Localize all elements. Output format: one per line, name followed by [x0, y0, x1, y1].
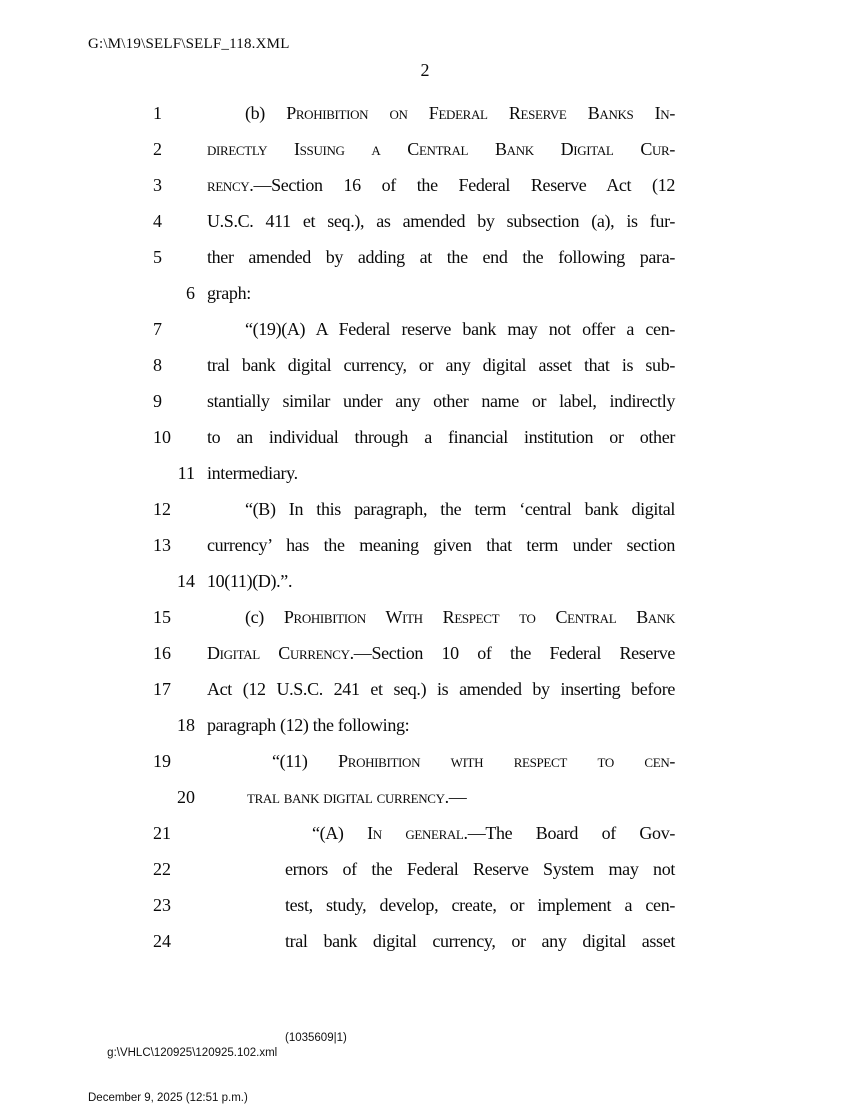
text-segment: U.S.C. 411 et seq.), as amended by subsection (a), is fur- — [207, 211, 675, 231]
line-text — [207, 815, 675, 851]
line-text — [207, 599, 675, 635]
line-text — [207, 455, 675, 491]
text-segment: intermediary. — [207, 463, 298, 483]
text-line — [186, 275, 675, 311]
small-caps-segment: Prohibition on Federal Reserve Banks In- — [286, 103, 675, 123]
footer-stamp: (1035609|1) — [285, 1032, 347, 1044]
line-number: 4 — [153, 211, 162, 231]
line-text — [207, 275, 675, 311]
line-number: 12 — [153, 499, 171, 519]
small-caps-segment: tral bank digital currency.— — [247, 787, 467, 807]
line-text — [207, 383, 675, 419]
text-line — [153, 671, 675, 707]
text-line — [153, 851, 675, 887]
line-text — [207, 635, 675, 671]
line-text — [207, 887, 675, 923]
line-text — [207, 779, 675, 815]
line-text — [207, 743, 675, 779]
header-file-path: G:\M\19\SELF\SELF_118.XML — [88, 36, 290, 52]
line-text — [207, 527, 675, 563]
line-text — [207, 563, 675, 599]
line-number: 9 — [153, 391, 162, 411]
footer-file-path: g:\VHLC\120925\120925.102.xml — [107, 1047, 278, 1059]
text-line — [153, 167, 675, 203]
footer — [88, 1031, 347, 1106]
line-number: 1 — [153, 103, 162, 123]
text-segment: test, study, develop, create, or implement a cen- — [285, 895, 675, 915]
text-line — [153, 383, 675, 419]
text-line — [153, 527, 675, 563]
text-segment: “(11) — [272, 751, 339, 771]
text-segment: (c) — [245, 607, 284, 627]
text-line — [153, 347, 675, 383]
line-number: 8 — [153, 355, 162, 375]
small-caps-segment: Prohibition With Respect to Central Bank — [283, 607, 676, 627]
text-line — [177, 707, 675, 743]
line-number: 24 — [153, 931, 171, 951]
text-line — [153, 743, 675, 779]
text-line — [153, 239, 675, 275]
line-text — [207, 851, 675, 887]
text-segment: (b) — [245, 103, 287, 123]
line-text — [207, 131, 675, 167]
text-segment: ernors of the Federal Reserve System may not — [285, 859, 675, 879]
line-number: 17 — [153, 679, 171, 699]
text-segment: tral bank digital currency, or any digital asset — [285, 931, 675, 951]
text-segment: —Section 10 of the Federal Reserve — [353, 643, 675, 663]
text-segment: 10(11)(D).”. — [207, 571, 293, 591]
line-text — [207, 95, 675, 131]
line-number: 15 — [153, 607, 171, 627]
line-number: 2 — [153, 139, 162, 159]
line-number: 13 — [153, 535, 171, 555]
line-text — [207, 311, 675, 347]
line-text — [207, 491, 675, 527]
small-caps-segment: Digital Currency. — [207, 643, 354, 663]
text-segment: graph: — [207, 283, 251, 303]
text-segment: “(B) In this paragraph, the term ‘central bank digital — [245, 499, 675, 519]
line-number: 7 — [153, 319, 162, 339]
line-number: 20 — [177, 787, 195, 807]
text-line — [153, 815, 675, 851]
line-number: 14 — [177, 571, 195, 591]
text-line — [153, 599, 676, 635]
line-text — [207, 203, 675, 239]
text-segment: tral bank digital currency, or any digital asset that is sub- — [207, 355, 675, 375]
line-number: 23 — [153, 895, 171, 915]
line-number: 22 — [153, 859, 171, 879]
text-segment: stantially similar under any other name or label, indirectly — [207, 391, 675, 411]
line-text — [207, 923, 675, 959]
text-segment: Act (12 U.S.C. 241 et seq.) is amended by inserting before — [207, 679, 675, 699]
text-line — [153, 95, 675, 131]
line-number: 19 — [153, 751, 171, 771]
line-number: 11 — [177, 463, 195, 483]
text-segment: “(A) — [312, 823, 368, 843]
line-text — [207, 707, 675, 743]
text-segment: currency’ has the meaning given that term under section — [207, 535, 675, 555]
line-number: 5 — [153, 247, 162, 267]
line-text — [207, 671, 675, 707]
line-number: 10 — [153, 427, 171, 447]
text-line — [153, 635, 675, 671]
line-number: 6 — [186, 283, 195, 303]
line-number: 18 — [177, 715, 195, 735]
line-text — [207, 167, 675, 203]
line-number: 3 — [153, 175, 162, 195]
text-segment: to an individual through a financial institution or other — [207, 427, 675, 447]
text-line — [153, 923, 675, 959]
footer-date: December 9, 2025 (12:51 p.m.) — [88, 1092, 248, 1104]
line-number: 16 — [153, 643, 171, 663]
text-line — [177, 455, 675, 491]
line-text — [207, 419, 675, 455]
text-segment: ther amended by adding at the end the following para- — [207, 247, 675, 267]
text-line — [177, 563, 675, 599]
line-text — [207, 239, 675, 275]
text-line — [153, 491, 675, 527]
text-segment: —Section 16 of the Federal Reserve Act (12 — [253, 175, 675, 195]
small-caps-segment: directly Issuing a Central Bank Digital Cur- — [207, 139, 675, 159]
page-number: 2 — [420, 60, 430, 80]
small-caps-segment: Prohibition with respect to cen- — [338, 751, 675, 771]
small-caps-segment: In general. — [367, 823, 468, 843]
text-segment: —The Board of Gov- — [467, 823, 675, 843]
text-line — [177, 779, 675, 815]
text-line — [153, 887, 675, 923]
small-caps-segment: rency. — [207, 175, 254, 195]
line-text — [207, 347, 675, 383]
bill-text-block — [153, 95, 676, 959]
text-line — [153, 131, 675, 167]
text-line — [153, 419, 675, 455]
text-line — [153, 311, 675, 347]
footer-row — [88, 1031, 347, 1091]
text-segment: paragraph (12) the following: — [207, 715, 410, 735]
text-segment: “(19)(A) A Federal reserve bank may not offer a cen- — [245, 319, 675, 339]
line-number: 21 — [153, 823, 171, 843]
text-line — [153, 203, 675, 239]
